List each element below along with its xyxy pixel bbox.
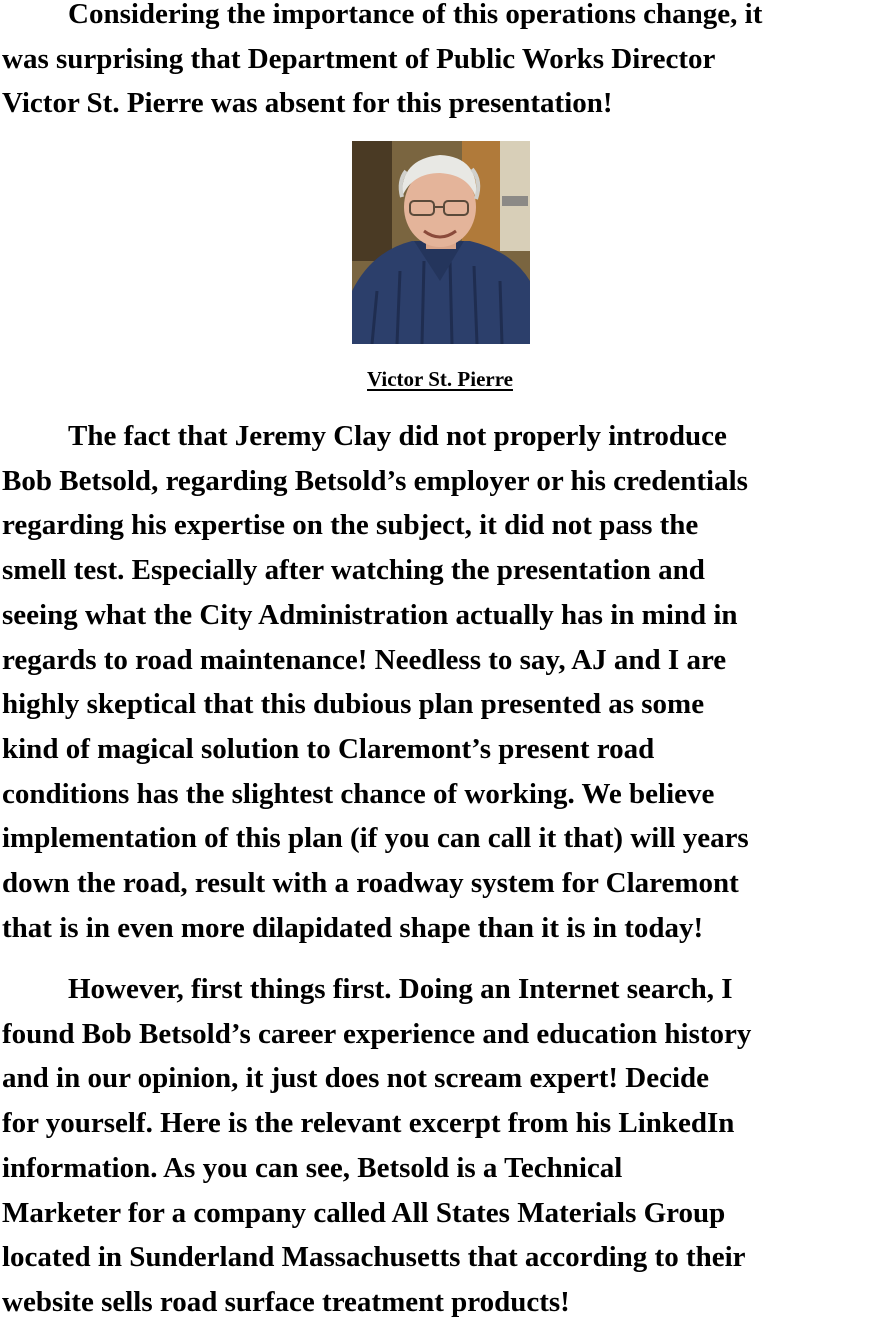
text-line: highly skeptical that this dubious plan presented as some [2, 688, 705, 721]
paragraph-linkedin-search [2, 967, 878, 1325]
text-line: and in our opinion, it just does not scream expert! Decide [2, 1062, 710, 1095]
portrait-photo-illustration [352, 141, 530, 344]
text-line: regarding his expertise on the subject, it did not pass the [2, 509, 699, 542]
photo-caption: Victor St. Pierre [367, 367, 513, 391]
text-line: found Bob Betsold’s career experience and education history [2, 1017, 752, 1050]
portrait-photo [352, 141, 530, 344]
text-line: Bob Betsold, regarding Betsold’s employer or his credentials [2, 464, 748, 497]
text-line: Marketer for a company called All States Materials Group [2, 1196, 726, 1229]
text-line: However, first things first. Doing an Internet search, I [68, 973, 733, 1005]
text-line: information. As you can see, Betsold is a Technical [2, 1151, 623, 1184]
text-line: smell test. Especially after watching the presentation and [2, 554, 705, 587]
text-line: for yourself. Here is the relevant excerpt from his LinkedIn [2, 1107, 735, 1140]
text-line: down the road, result with a roadway system for Claremont [2, 867, 739, 900]
text-line: Considering the importance of this operations change, it [68, 0, 763, 30]
text-line: located in Sunderland Massachusetts that according to their [2, 1241, 746, 1274]
text-line: kind of magical solution to Claremont’s present road [2, 732, 655, 765]
text-line: website sells road surface treatment products! [2, 1285, 570, 1318]
text-line: was surprising that Department of Public Works Director [2, 42, 716, 75]
text-line: Victor St. Pierre was absent for this presentation! [2, 87, 613, 120]
text-line: that is in even more dilapidated shape than it is in today! [2, 911, 704, 944]
text-line: regards to road maintenance! Needless to say, AJ and I are [2, 643, 727, 676]
text-line: The fact that Jeremy Clay did not properly introduce [68, 420, 727, 452]
text-line: implementation of this plan (if you can call it that) will years [2, 822, 749, 855]
text-line: conditions has the slightest chance of working. We believe [2, 777, 715, 810]
paragraph-intro [2, 0, 878, 126]
text-line: seeing what the City Administration actually has in mind in [2, 598, 738, 631]
paragraph-introduction-critique [2, 414, 878, 950]
